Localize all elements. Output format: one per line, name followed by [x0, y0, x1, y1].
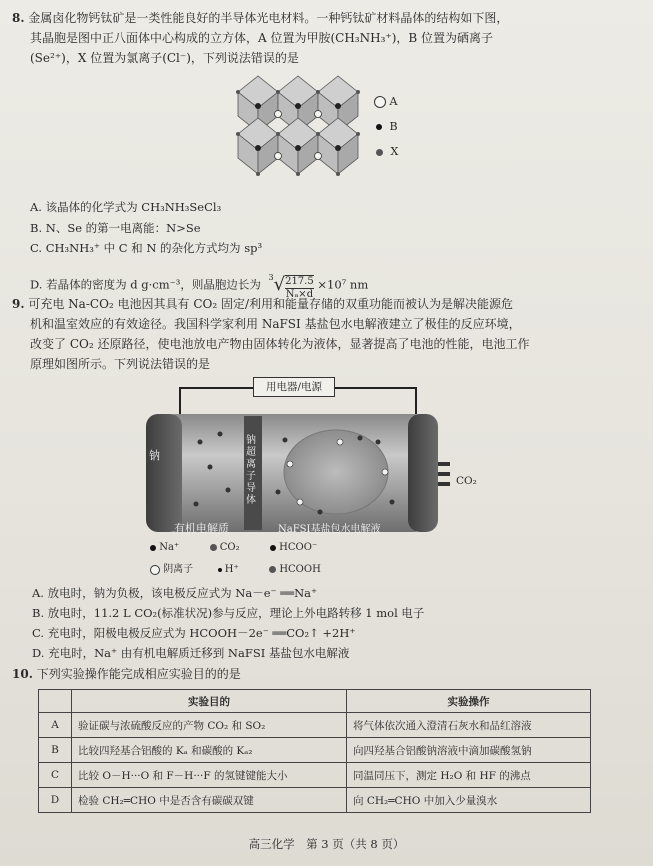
q8-option-d: D. 若晶体的密度为 d g·cm⁻³，则晶胞边长为 $^3$√ $\frac{217.5}{\text{Nₐ×d}}$ ×10⁷ nm	[30, 270, 368, 301]
hcooh-molecule-icon	[269, 566, 276, 573]
load-power-box: 用电器/电源	[253, 377, 335, 397]
q8-option-a: A. 该晶体的化学式为 CH₃NH₃SeCl₃	[30, 200, 222, 214]
sodium-electrode-label: 钠	[149, 449, 160, 462]
q8-option-c: C. CH₃NH₃⁺ 中 C 和 N 的杂化方式均为 sp³	[30, 241, 263, 255]
table-row	[39, 763, 591, 788]
table-row	[39, 738, 591, 763]
table-header-cell	[39, 690, 72, 713]
q9-option-d: D. 充电时，Na⁺ 由有机电解质迁移到 NaFSI 基盐包水电解液	[32, 646, 350, 660]
table-cell-operation: 同温同压下，测定 H₂O 和 HF 的沸点	[347, 763, 591, 788]
table-cell-option: A	[39, 713, 72, 738]
perovskite-crystal-diagram	[228, 72, 368, 190]
q8-option-b: B. N、Se 的第一电离能：N>Se	[30, 221, 201, 235]
page-footer: 高三化学 第 3 页（共 8 页）	[248, 837, 405, 851]
formula-tail: ×10⁷ nm	[317, 277, 369, 292]
table-cell-purpose: 比较 O－H···O 和 F－H···F 的氢键键能大小	[72, 763, 347, 788]
table-cell-option: D	[39, 788, 72, 813]
organic-electrolyte-label: 有机电解质	[174, 522, 229, 535]
q8-number: 8.	[12, 11, 25, 25]
table-row	[39, 713, 591, 738]
q8-line-3: (Se²⁺)，X 位置为氯离子(Cl⁻)，下列说法错误的是	[30, 51, 299, 65]
q9-line-1: 9. 可充电 Na-CO₂ 电池因其具有 CO₂ 固定/利用和能量存储的双重功能而被认为是解决能源危	[12, 297, 514, 311]
hcoo-ion-icon	[270, 545, 276, 551]
legend-x: X	[376, 145, 398, 158]
table-cell-purpose: 比较四羟基合铝酸的 Kₐ 和碳酸的 Kₐ₂	[72, 738, 347, 763]
q8-line-1: 8. 金属卤化物钙钛矿是一类性能良好的半导体光电材料。一种钙钛矿材料晶体的结构如下图，	[12, 11, 509, 25]
q10-title-line: 10. 下列实验操作能完成相应实验目的的是	[12, 667, 241, 681]
experiment-table	[38, 689, 591, 813]
q9-line-2: 机和温室效应的有效途径。我国科学家利用 NaFSI 基盐包水电解液建立了极佳的反应环境，	[30, 317, 521, 331]
co2-inlet-label: CO₂	[456, 475, 477, 487]
q10-number: 10.	[12, 667, 33, 681]
table-header-cell: 实验目的	[72, 690, 347, 713]
table-cell-operation: 将气体依次通入澄清石灰水和品红溶液	[347, 713, 591, 738]
legend-b: B	[376, 120, 398, 133]
proton-icon	[218, 568, 222, 572]
table-cell-operation: 向四羟基合铝酸钠溶液中滴加碳酸氢钠	[347, 738, 591, 763]
separator-label: 钠超离子导体	[246, 435, 256, 506]
q9-option-a: A. 放电时，钠为负极，该电极反应式为 Na－e⁻ ══Na⁺	[32, 586, 318, 600]
legend-a: A	[374, 95, 397, 108]
aqueous-electrolyte-label: NaFSI基盐包水电解液	[278, 524, 381, 535]
cube-root-formula: $^3$√ $\frac{217.5}{\text{Nₐ×d}}$	[268, 273, 314, 300]
table-row	[39, 788, 591, 813]
q8-line-2: 其晶胞是图中正八面体中心构成的立方体，A 位置为甲胺(CH₃NH₃⁺)，B 位置为硒离子	[30, 31, 494, 45]
table-cell-purpose: 验证碳与浓硫酸反应的产物 CO₂ 和 SO₂	[72, 713, 347, 738]
grey-dot-icon	[376, 149, 383, 156]
q9-line-4: 原理如图所示。下列说法错误的是	[30, 357, 211, 371]
table-cell-operation: 向 CH₂═CHO 中加入少量溴水	[347, 788, 591, 813]
q9-option-b: B. 放电时，11.2 L CO₂(标准状况)参与反应，理论上外电路转移 1 mol 电子	[32, 606, 425, 620]
q9-line-3: 改变了 CO₂ 还原路径，使电池放电产物由固体转化为液体，显著提高了电池的性能，电池工作	[30, 337, 530, 351]
table-header-row	[39, 690, 591, 713]
co2-molecule-icon	[210, 544, 217, 551]
formula-numerator: 217.5	[285, 275, 314, 287]
anion-icon	[150, 565, 160, 575]
q9-option-c: C. 充电时，阳极电极反应式为 HCOOH－2e⁻ ══CO₂↑ +2H⁺	[32, 626, 356, 640]
table-cell-option: B	[39, 738, 72, 763]
q9-number: 9.	[12, 297, 25, 311]
battery-legend-row-1: Na⁺ CO₂ HCOO⁻	[150, 542, 317, 553]
table-header-cell: 实验操作	[347, 690, 591, 713]
na-ion-icon	[150, 545, 156, 551]
formula-denominator: Nₐ×d	[285, 288, 314, 300]
table-cell-option: C	[39, 763, 72, 788]
filled-dot-icon	[376, 124, 382, 130]
na-co2-battery-diagram	[140, 372, 460, 542]
table-cell-purpose: 检验 CH₂═CHO 中是否含有碳碳双键	[72, 788, 347, 813]
open-circle-icon	[374, 96, 386, 108]
battery-legend-row-2: 阴离子 H⁺ HCOOH	[150, 560, 321, 575]
